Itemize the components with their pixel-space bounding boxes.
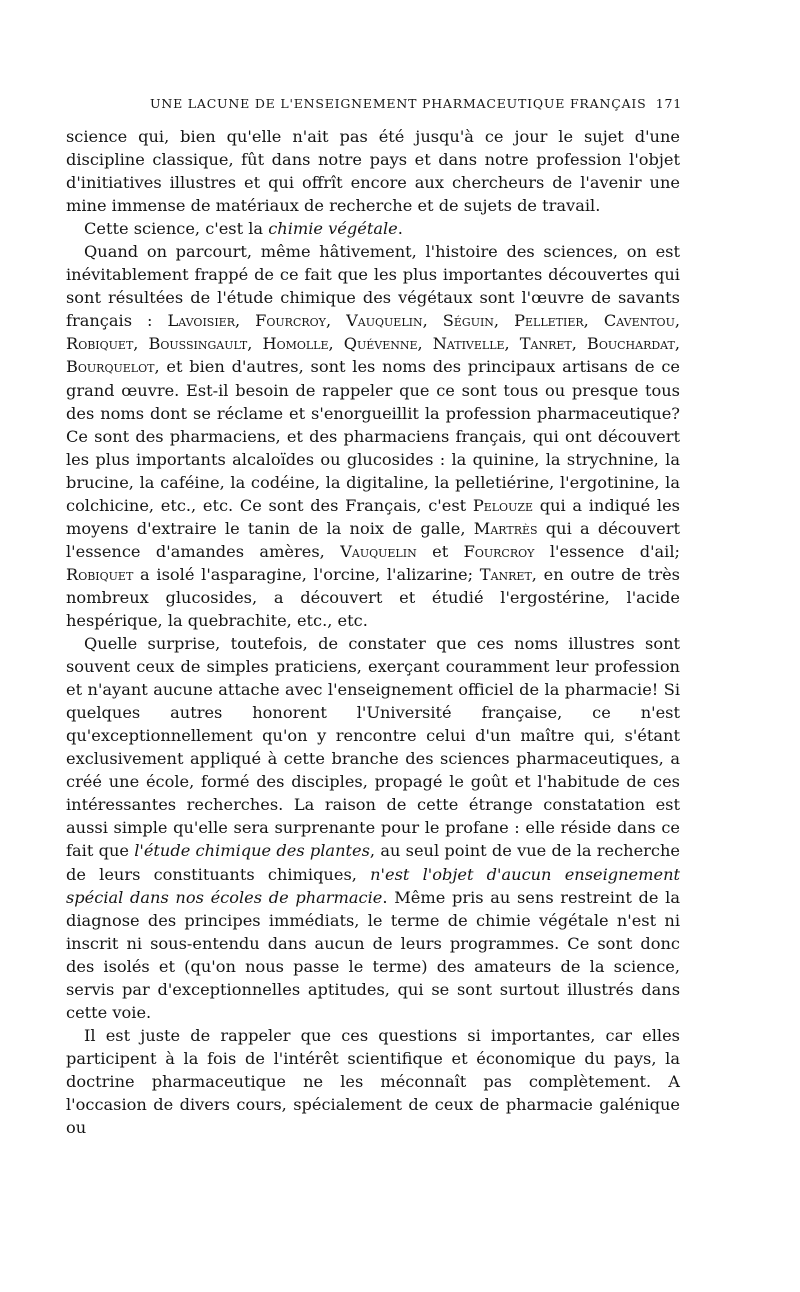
page-number: 171: [655, 96, 682, 111]
paragraph-4: [66, 632, 680, 1024]
text-run: et: [416, 541, 464, 561]
text-run: Fourcroy: [463, 541, 535, 561]
paragraph-2: [66, 217, 680, 240]
text-run: qui a découvert l'essence d'amandes amères,: [66, 518, 680, 561]
text-run: l'étude chimique des plantes: [134, 841, 370, 861]
text-run: qui a indiqué les moyens d'extraire le tanin de la noix de galle,: [66, 495, 680, 538]
text-run: Cette science, c'est la: [84, 219, 269, 239]
text-run: , en outre de très nombreux glucosides, a découvert et étudié l'ergostérine, l'acide hespérique, la quebrachite, etc., etc.: [66, 564, 680, 630]
text-run: , au seul point de vue de la recherche de leurs constituants chimiques,: [66, 841, 680, 884]
paragraph-1: [66, 125, 680, 217]
text-run: . Même pris au sens restreint de la diagnose des principes immédiats, le terme de chimie végétale n'est ni inscrit ni sous-entendu dans aucun de leurs programmes. Ce sont donc des isolés et (qu'on nous passe le terme) des amateurs de la science, servis par d'exceptionnelles aptitudes, qui se sont surtout illustrés dans cette voie.: [66, 887, 681, 1022]
text-run: Il est juste de rappeler que ces questions si importantes, car elles participent à la fois de l'intérêt scientifique et économique du pays, la doctrine pharmaceutique ne les méconnaît pas complètement. A l'occasion de divers cours, spécialement de ceux de pharmacie galénique ou: [66, 1025, 680, 1138]
text-run: .: [397, 219, 403, 239]
body-text: [66, 125, 680, 1139]
text-run: l'essence d'ail;: [534, 541, 680, 561]
text-run: chimie végétale: [268, 219, 398, 239]
running-title: UNE LACUNE DE L'ENSEIGNEMENT PHARMACEUTIQUE FRANÇAIS: [150, 96, 647, 111]
text-run: Lavoisier, Fourcroy, Vauquelin, Séguin, Pelletier, Caventou, Robiquet, Boussingault, Homolle, Quévenne, Nativelle, Tanret, Bouchardat, Bourquelot: [66, 311, 680, 377]
paragraph-5: [66, 1024, 680, 1139]
text-run: Robiquet: [66, 564, 134, 584]
text-run: Quelle surprise, toutefois, de constater que ces noms illustres sont souvent ceux de simples praticiens, exerçant couramment leur profession et n'ayant aucune attache avec l'enseignement officiel de la pharmacie! Si quelques autres honorent l'Université française, ce n'est qu'exceptionnellement qu'on y rencontre celui d'un maître qui, s'étant exclusivement appliqué à cette branche des sciences pharmaceutiques, a créé une école, formé des disciples, propagé le goût et l'habitude de ces intéressantes recherches. La raison de cette étrange constatation est aussi simple qu'elle sera surprenante pour le profane : elle réside dans ce fait que: [66, 634, 680, 861]
text-run: Vauquelin: [340, 541, 417, 561]
text-run: Pelouze: [472, 495, 534, 515]
text-run: Quand on parcourt, même hâtivement, l'histoire des sciences, on est inévitablement frappé de ce fait que les plus importantes découvertes qui sont résultées de l'étude chimique des végétaux sont l'œuvre de savants français :: [66, 242, 680, 331]
text-run: science qui, bien qu'elle n'ait pas été jusqu'à ce jour le sujet d'une discipline classique, fût dans notre pays et dans notre profession l'objet d'initiatives illustres et qui offrît encore aux chercheurs de l'avenir une mine immense de matériaux de recherche et de sujets de travail.: [66, 127, 680, 216]
paragraph-3: [66, 240, 680, 632]
text-run: Tanret: [479, 564, 532, 584]
text-run: a isolé l'asparagine, l'orcine, l'alizarine;: [133, 564, 480, 584]
text-run: Martrès: [473, 518, 538, 538]
text-run: , et bien d'autres, sont les noms des principaux artisans de ce grand œuvre. Est-il besoin de rappeler que ce sont tous ou presque tous des noms dont se réclame et s'enorgueillit la profession pharmaceutique? Ce sont des pharmaciens, et des pharmaciens français, qui ont découvert les plus importants alcaloïdes ou glucosides : la quinine, la strychnine, la brucine, la caféine, la codéine, la digitaline, la pelletiérine, l'ergotinine, la colchicine, etc., etc. Ce sont des Français, c'est: [66, 357, 680, 515]
text-run: n'est l'objet d'aucun enseignement spécial dans nos écoles de pharmacie: [66, 864, 680, 907]
